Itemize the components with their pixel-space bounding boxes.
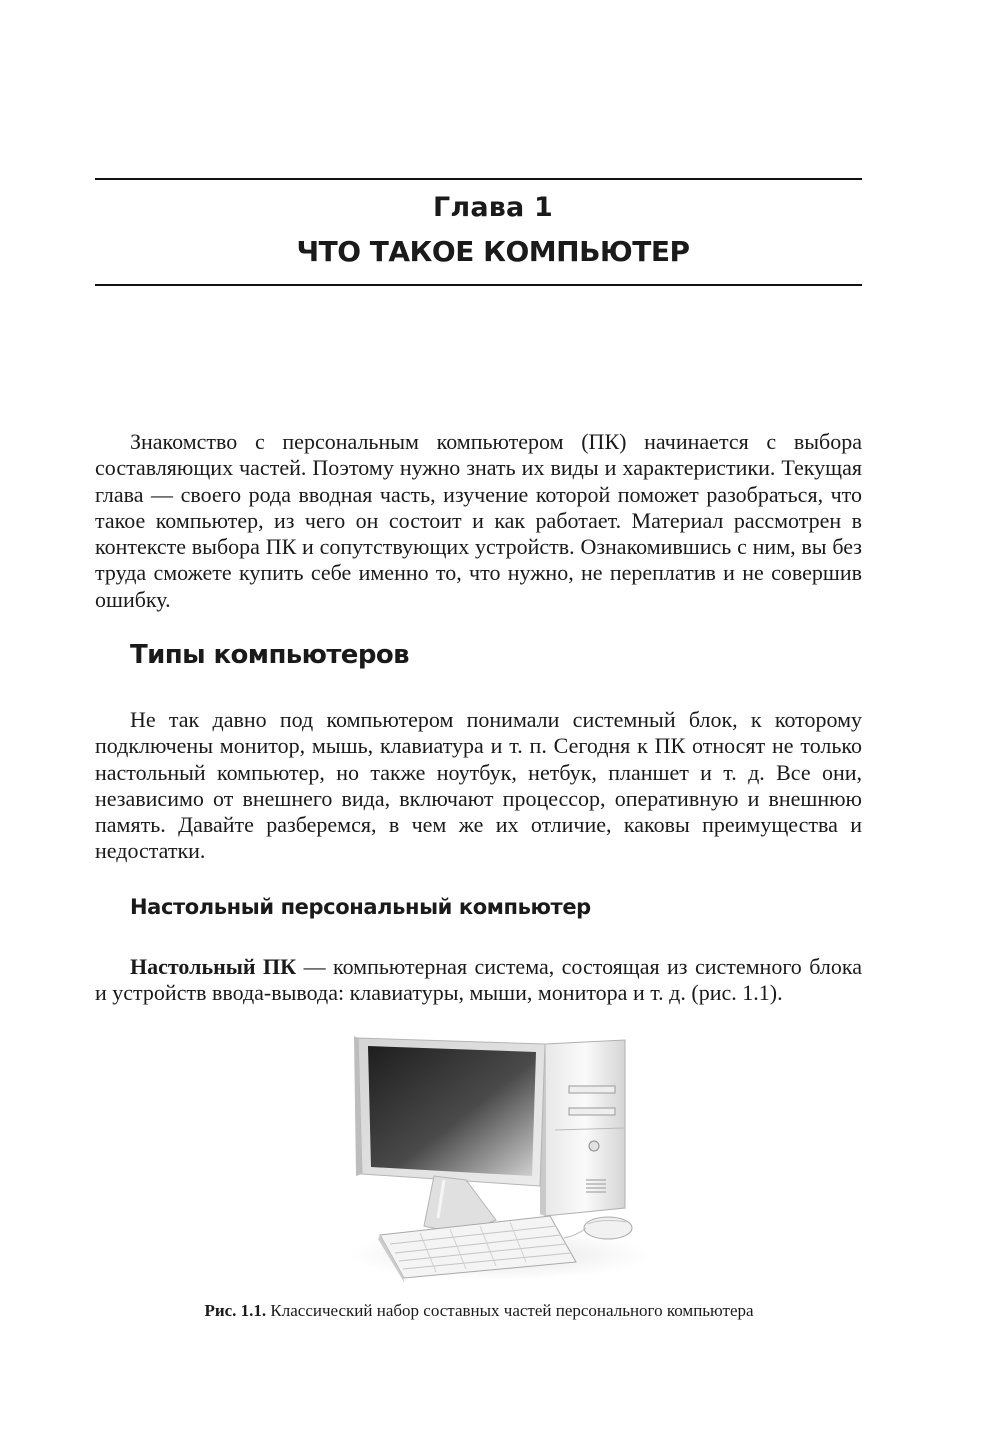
system-unit [540, 1040, 625, 1216]
term-bold: Настольный ПК [130, 954, 297, 979]
chapter-rule-bottom [95, 284, 862, 286]
section-heading: Типы компьютеров [130, 640, 409, 670]
section-paragraph: Не так давно под компьютером понимали системный блок, к которому подключены монитор, мышь, клавиатура и т. п. Сегодня к ПК относят не только настольный компьютер, но также ноутбук, нетбук, планшет и т. д. Все они, независимо от внешнего вида, включают процессор, оперативную и внешнюю память. Давайте разберемся, в чем же их отличие, каковы преимущества и недостатки. [95, 707, 862, 864]
subsection-heading: Настольный персональный компьютер [130, 895, 591, 919]
monitor [354, 1036, 545, 1230]
chapter-rule-top [95, 178, 862, 180]
figure-caption [0, 1301, 958, 1321]
subsection-paragraph [95, 954, 862, 1007]
desktop-computer-illustration [340, 1030, 650, 1285]
chapter-title: ЧТО ТАКОЕ КОМПЬЮТЕР [296, 235, 690, 268]
figure-caption-text: Классический набор составных частей персонального компьютера [266, 1301, 754, 1320]
intro-paragraph: Знакомство с персональным компьютером (ПК) начинается с выбора составляющих частей. Поэтому нужно знать их виды и характеристики. Текущая глава — своего рода вводная часть, изучение которой поможет разобраться, что такое компьютер, из чего он состоит и как работает. Материал рассмотрен в контексте выбора ПК и сопутствующих устройств. Ознакомившись с ним, вы без труда сможете купить себе именно то, что нужно, не переплатив и не совершив ошибку. [95, 429, 862, 612]
chapter-number: Глава 1 [432, 192, 554, 223]
term-definition: — компьютерная система, состоящая из системного блока и устройств ввода-вывода: клавиатуры, мыши, монитора и т. д. (рис. 1.1). [95, 954, 862, 1006]
figure-label: Рис. 1.1. [204, 1301, 267, 1320]
